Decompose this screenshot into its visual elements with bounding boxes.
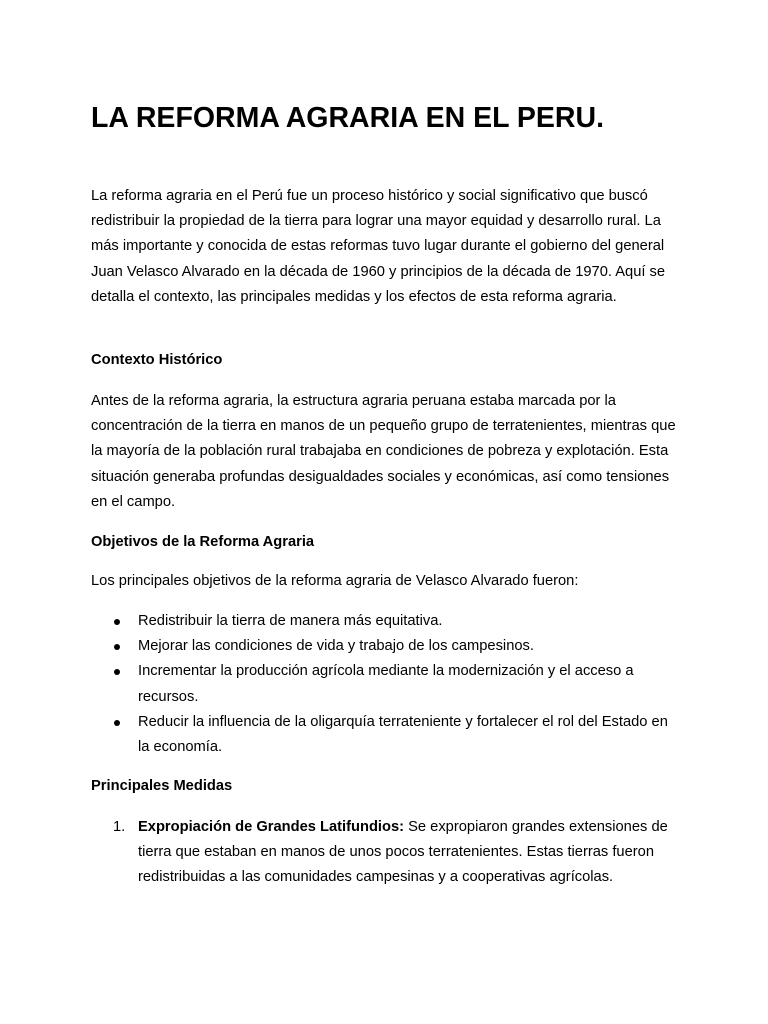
list-item xyxy=(91,634,681,659)
list-item-text: Incrementar la producción agrícola mediante la modernización y el acceso a recursos. xyxy=(138,663,634,705)
list-item xyxy=(91,815,681,891)
list-item-text: Se expropiaron grandes extensiones de tierra que estaban en manos de unos pocos terratenientes. Estas tierras fueron redistribuidas a las comunidades campesinas y a cooperativas agrícolas. xyxy=(138,819,668,886)
objetivos-intro: Los principales objetivos de la reforma agraria de Velasco Alvarado fueron: xyxy=(91,573,579,589)
list-item-text: Reducir la influencia de la oligarquía terrateniente y fortalecer el rol del Estado en la economía. xyxy=(138,713,668,756)
list-item xyxy=(91,659,681,709)
list-item xyxy=(91,710,681,760)
section-heading-objetivos: Objetivos de la Reforma Agraria xyxy=(91,534,315,550)
list-number: 1. xyxy=(113,819,126,835)
list-item xyxy=(91,609,681,634)
bullet-icon xyxy=(114,644,120,650)
section-heading-medidas: Principales Medidas xyxy=(91,778,233,794)
section-heading-contexto: Contexto Histórico xyxy=(91,352,223,368)
intro-paragraph: La reforma agraria en el Perú fue un proceso histórico y social significativo que buscó redistribuir la propiedad de la tierra para lograr una mayor equidad y desarrollo rural. La más importante y conocida de estas reformas tuvo lugar durante el gobierno del general Juan Velasco Alvarado en la década de 1960 y principios de la década de 1970. Aquí se detalla el contexto, las principales medidas y los efectos de esta reforma agraria. xyxy=(91,188,666,305)
objetivos-list xyxy=(91,609,681,760)
list-item-text: Redistribuir la tierra de manera más equitativa. xyxy=(138,613,443,629)
bullet-icon xyxy=(114,669,120,675)
list-item-text: Mejorar las condiciones de vida y trabajo de los campesinos. xyxy=(138,638,534,655)
list-item-title: Expropiación de Grandes Latifundios: xyxy=(138,819,405,835)
bullet-icon xyxy=(114,720,120,726)
contexto-paragraph: Antes de la reforma agraria, la estructura agraria peruana estaba marcada por la concentración de la tierra en manos de un pequeño grupo de terratenientes, mientras que la mayoría de la población rural trabajaba en condiciones de pobreza y explotación. Esta situación generaba profundas desigualdades sociales y económicas, así como tensiones en el campo. xyxy=(91,393,676,510)
medidas-list xyxy=(91,815,681,891)
bullet-icon xyxy=(114,619,120,625)
document-title: LA REFORMA AGRARIA EN EL PERU. xyxy=(91,102,605,134)
